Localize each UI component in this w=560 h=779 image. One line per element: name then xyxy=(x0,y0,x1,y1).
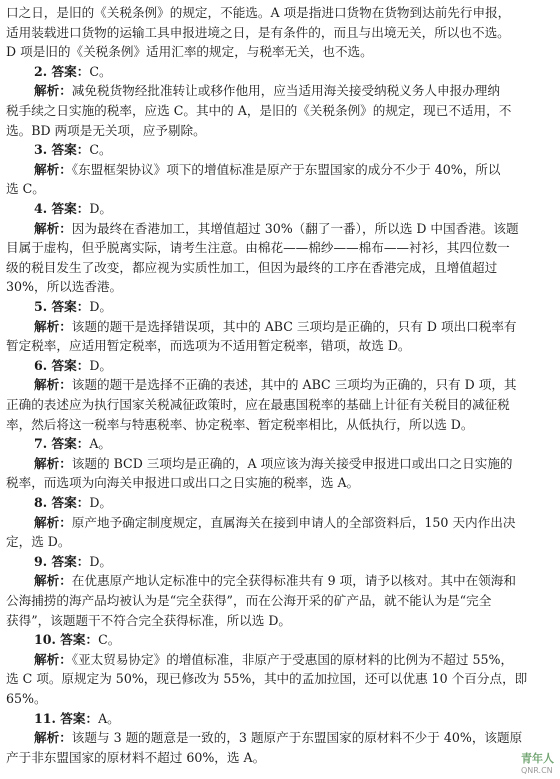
text-line xyxy=(0,710,560,728)
answer-label: 11. 答案： xyxy=(34,710,99,726)
line-text: 公海捕捞的海产品均被认为是“完全获得”，而在公海开采的矿产品，就不能认为是“完全 xyxy=(6,593,492,608)
text-line xyxy=(0,141,560,159)
line-text: D 项是旧的《关税条例》适用汇率的规定，与税率无关，也不选。 xyxy=(6,44,373,60)
line-text: D。 xyxy=(89,553,113,569)
line-text: D。 xyxy=(89,299,113,314)
line-text: A。 xyxy=(89,436,112,452)
text-line xyxy=(0,474,560,492)
line-text: 正确的表述应为执行国家关税减征政策时，应在最惠国税率的基础上计征有关税目的减征税 xyxy=(6,397,510,412)
line-text: 税手续之日实施的税率，应选 C。其中的 A，是旧的《关税条例》的规定，现已不适用，不 xyxy=(6,103,512,118)
answer-label: 解析： xyxy=(34,83,72,99)
line-text: D。 xyxy=(89,357,113,373)
text-line xyxy=(0,122,560,140)
line-text: 目属于虚构，但乎脱离实际，请考生注意。由棉花——棉纱——棉布——衬衫，其四位数一 xyxy=(6,240,510,256)
line-text: C。 xyxy=(89,142,112,158)
text-line xyxy=(0,278,560,296)
watermark-logo xyxy=(521,750,554,775)
line-text: 税率，而选项为向海关申报进口或出口之日实施的税率，选 A。 xyxy=(6,475,360,491)
text-line xyxy=(0,749,560,767)
line-text: 30%，所以选香港。 xyxy=(6,279,123,295)
line-text: 《亚太贸易协定》的增值标准，非原产于受惠国的原材料的比例为不超过 55%， xyxy=(71,651,514,667)
text-line xyxy=(0,24,560,42)
answer-label: 解析： xyxy=(34,651,72,667)
text-line xyxy=(0,553,560,571)
text-line xyxy=(0,259,560,277)
text-line xyxy=(0,102,560,120)
line-text: C。 xyxy=(98,632,121,648)
text-line xyxy=(0,220,560,238)
line-text: 口之日，是旧的《关税条例》的规定，不能选。A 项是指进口货物在货物到达前先行申报， xyxy=(6,5,511,20)
answer-label: 解析： xyxy=(34,377,72,393)
text-line xyxy=(0,572,560,590)
text-line xyxy=(0,161,560,179)
text-line xyxy=(0,592,560,610)
line-text: 65%。 xyxy=(6,691,47,706)
text-line xyxy=(0,690,560,708)
text-line xyxy=(0,82,560,100)
answer-label: 解析： xyxy=(34,318,72,334)
text-line xyxy=(0,63,560,81)
line-text: 产于非东盟国家的原材料不超过 60%，选 A。 xyxy=(6,749,266,765)
text-line xyxy=(0,298,560,316)
line-text: 《东盟框架协议》项下的增值标准是原产于东盟国家的成分不少于 40%，所以 xyxy=(71,161,501,177)
line-text: 该题的 BCD 三项均是正确的，A 项应该为海关接受申报进口或出口之日实施的 xyxy=(71,455,513,471)
answer-label: 解析： xyxy=(34,573,72,589)
line-text: 率，然后将这一税率与特惠税率、协定税率、暂定税率相比，从低执行，所以选 D。 xyxy=(6,416,474,432)
line-text: 该题与 3 题的题意是一致的，3 题原产于东盟国家的原材料不少于 40%，该题原 xyxy=(71,730,523,746)
answer-label: 6. 答案： xyxy=(34,357,90,373)
text-line xyxy=(0,4,560,22)
text-line xyxy=(0,533,560,551)
text-line xyxy=(0,239,560,257)
watermark-url: QNR.CN xyxy=(521,766,553,775)
answer-label: 8. 答案： xyxy=(34,495,90,510)
text-line xyxy=(0,357,560,375)
text-line xyxy=(0,200,560,218)
answer-label: 10. 答案： xyxy=(34,632,99,648)
text-line xyxy=(0,435,560,453)
line-text: D。 xyxy=(89,495,113,510)
answer-label: 3. 答案： xyxy=(34,142,90,158)
text-line xyxy=(0,612,560,630)
answer-label: 解析： xyxy=(34,220,72,236)
text-line xyxy=(0,416,560,434)
text-line xyxy=(0,376,560,394)
line-text: 适用装载进口货物的运输工具申报进境之日，是有条件的，而且与出境无关，所以也不选。 xyxy=(6,24,510,40)
line-text: 获得”，该题题干不符合完全获得标准，所以选 D。 xyxy=(6,612,292,628)
line-text: 选 C。 xyxy=(6,181,45,197)
text-line xyxy=(0,180,560,198)
text-line xyxy=(0,455,560,473)
watermark-text: 青年人 xyxy=(521,752,554,765)
answer-label: 解析： xyxy=(34,161,72,177)
text-line xyxy=(0,729,560,747)
line-text: 减免税货物经批准转让或移作他用，应当适用海关接受纳税义务人申报办理纳 xyxy=(71,83,500,99)
answer-label: 5. 答案： xyxy=(34,299,90,314)
line-text: 该题的题干是选择错误项，其中的 ABC 三项均是正确的，只有 D 项出口税率有 xyxy=(71,318,517,334)
text-line xyxy=(0,318,560,336)
line-text: 原产地予确定制度规定，直属海关在接到申请人的全部资料后，150 天内作出决 xyxy=(71,514,516,530)
text-line xyxy=(0,514,560,532)
answer-label: 4. 答案： xyxy=(34,201,90,216)
line-text: 在优惠原产地认定标准中的完全获得标准共有 9 项，请予以核对。其中在领海和 xyxy=(71,573,516,589)
answer-label: 2. 答案： xyxy=(34,63,90,79)
line-text: D。 xyxy=(89,201,113,216)
line-text: 选。BD 两项是无关项，应予剔除。 xyxy=(6,122,206,138)
line-text: C。 xyxy=(89,63,112,79)
text-line xyxy=(0,43,560,61)
text-line xyxy=(0,396,560,414)
text-line xyxy=(0,631,560,649)
line-text: 定，选 D。 xyxy=(6,534,71,550)
line-text: 暂定税率，应适用暂定税率，而选项为不适用暂定税率，错项，故选 D。 xyxy=(6,338,411,354)
text-line xyxy=(0,670,560,688)
answer-label: 解析： xyxy=(34,455,72,471)
line-text: 选 C 项。原规定为 50%，现已修改为 55%，其中的孟加拉国，还可以优惠 10 个百分点，即 xyxy=(6,671,528,687)
line-text: 该题的题干是选择不正确的表述，其中的 ABC 三项均为正确的，只有 D 项，其 xyxy=(71,377,517,393)
line-text: 因为最终在香港加工，其增值超过 30%（翻了一番），所以选 D 中国香港。该题 xyxy=(71,220,519,236)
line-text: A。 xyxy=(98,710,120,726)
text-line xyxy=(0,494,560,512)
answer-label: 7. 答案： xyxy=(34,436,90,452)
answer-label: 解析： xyxy=(34,514,72,530)
text-line xyxy=(0,337,560,355)
text-line xyxy=(0,651,560,669)
line-text: 级的税目发生了改变，都应视为实质性加工，但因为最终的工序在香港完成，且增值超过 xyxy=(6,259,498,275)
answer-label: 解析： xyxy=(34,730,72,746)
answer-label: 9. 答案： xyxy=(34,553,90,569)
